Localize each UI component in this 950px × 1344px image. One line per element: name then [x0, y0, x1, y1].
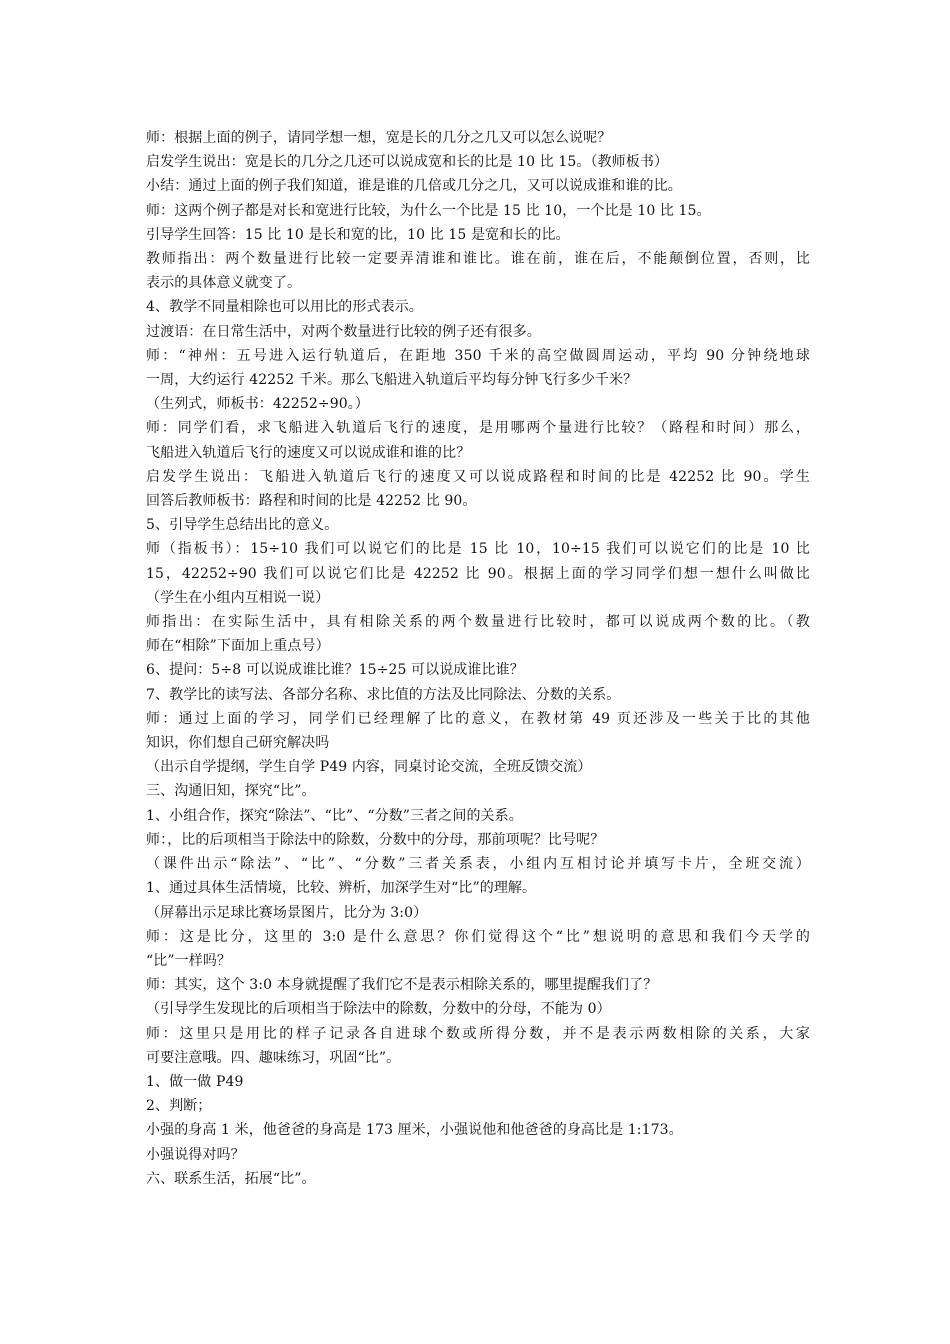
text-line: 可要注意哦。四、趣味练习，巩固“比”。 — [146, 1049, 401, 1066]
text-line: 师：通过上面的学习，同学们已经理解了比的意义，在教材第 49 页还涉及一些关于比的其他 — [146, 710, 810, 727]
text-line: 师：这两个例子都是对长和宽进行比较，为什么一个比是 15 比 10，一个比是 10 比 15。 — [146, 202, 711, 219]
text-line: 三、沟通旧知，探究“比”。 — [146, 783, 316, 800]
text-line: 小强说得对吗？ — [146, 1146, 245, 1163]
text-line: 师（指板书）：15÷10 我们可以说它们的比是 15 比 10，10÷15 我们可以说它们的比是 10 比 — [146, 541, 810, 558]
text-line: （引导学生发现比的后项相当于除法中的除数，分数中的分母，不能为 0） — [146, 1001, 611, 1018]
text-line: 师：这是比分，这里的 3:0 是什么意思？你们觉得这个“比”想说明的意思和我们今天学的 — [146, 928, 810, 945]
text-line: 5、引导学生总结出比的意义。 — [146, 517, 339, 534]
text-line: 1、小组合作，探究“除法”、“比”、“分数”三者之间的关系。 — [146, 807, 523, 824]
text-line: 小结：通过上面的例子我们知道，谁是谁的几倍或几分之几，又可以说成谁和谁的比。 — [146, 178, 682, 195]
text-line: 表示的具体意义就变了。 — [146, 275, 302, 292]
text-line: 启发学生说出：宽是长的几分之几还可以说成宽和长的比是 10 比 15。（教师板书） — [146, 154, 669, 171]
text-line: 师：“神州：五号进入运行轨道后，在距地 350 千米的高空做圆周运动，平均 90 分钟绕地球 — [146, 347, 810, 364]
text-line: “比”一样吗？ — [146, 952, 232, 969]
text-line: 1、做一做 P49 — [146, 1073, 244, 1090]
text-line: 师指出：在实际生活中，具有相除关系的两个数量进行比较时，都可以说成两个数的比。（教 — [146, 614, 810, 631]
text-line: （生列式，师板书：42252÷90。） — [146, 396, 369, 413]
document-body — [146, 126, 810, 1191]
text-line: （出示自学提纲，学生自学 P49 内容，同桌讨论交流，全班反馈交流） — [146, 759, 592, 776]
text-line: 师：其实，这个 3:0 本身就提醒了我们它不是表示相除关系的，哪里提醒我们了？ — [146, 977, 658, 994]
text-line: 师：这里只是用比的样子记录各自进球个数或所得分数，并不是表示两数相除的关系，大家 — [146, 1025, 810, 1042]
text-line: 知识，你们想自己研究解决吗 — [146, 735, 330, 752]
text-line: 师：，比的后项相当于除法中的除数，分数中的分母，那前项呢？比号呢？ — [146, 831, 605, 848]
text-line: 4、教学不同量相除也可以用比的形式表示。 — [146, 299, 423, 316]
text-line: 一周，大约运行 42252 千米。那么飞船进入轨道后平均每分钟飞行多少千米？ — [146, 372, 638, 389]
text-line: （学生在小组内互相说一说） — [146, 589, 330, 606]
text-line: 师：同学们看，求飞船进入轨道后飞行的速度，是用哪两个量进行比较？（路程和时间）那么， — [146, 420, 810, 437]
text-line: 7、教学比的读写法、各部分名称、求比值的方法及比同除法、分数的关系。 — [146, 686, 621, 703]
text-line: 2、判断； — [146, 1098, 212, 1115]
text-line: 启发学生说出：飞船进入轨道后飞行的速度又可以说成路程和时间的比是 42252 比 90。学生 — [146, 468, 810, 485]
text-line: 1、通过具体生活情境，比较、辨析，加深学生对“比”的理解。 — [146, 880, 537, 897]
text-line: 教师指出：两个数量进行比较一定要弄清谁和谁比。谁在前，谁在后，不能颠倒位置，否则，比 — [146, 251, 810, 268]
text-line: 引导学生回答：15 比 10 是长和宽的比，10 比 15 是宽和长的比。 — [146, 226, 570, 243]
text-line: 六、联系生活，拓展“比”。 — [146, 1170, 316, 1187]
text-line: 回答后教师板书：路程和时间的比是 42252 比 90。 — [146, 493, 477, 510]
text-line: 15，42252÷90 我们可以说它们比是 42252 比 90。根据上面的学习同学们想一想什么叫做比 — [146, 565, 810, 582]
text-line: 师：根据上面的例子，请同学想一想，宽是长的几分之几又可以怎么说呢？ — [146, 130, 612, 146]
text-line: （屏幕出示足球比赛场景图片，比分为 3:0） — [146, 904, 428, 921]
text-line: 小强的身高 1 米，他爸爸的身高是 173 厘米，小强说他和他爸爸的身高比是 1:173。 — [146, 1122, 683, 1139]
text-line: 过渡语：在日常生活中，对两个数量进行比较的例子还有很多。 — [146, 323, 541, 340]
text-line: 飞船进入轨道后飞行的速度又可以说成谁和谁的比？ — [146, 444, 471, 461]
text-line: （课件出示“除法”、“比”、“分数”三者关系表，小组内互相讨论并填写卡片，全班交流） — [146, 856, 810, 873]
text-line: 6、提问：5÷8 可以说成谁比谁？15÷25 可以说成谁比谁？ — [146, 662, 524, 679]
text-line: 师在“相除”下面加上重点号） — [146, 638, 330, 655]
